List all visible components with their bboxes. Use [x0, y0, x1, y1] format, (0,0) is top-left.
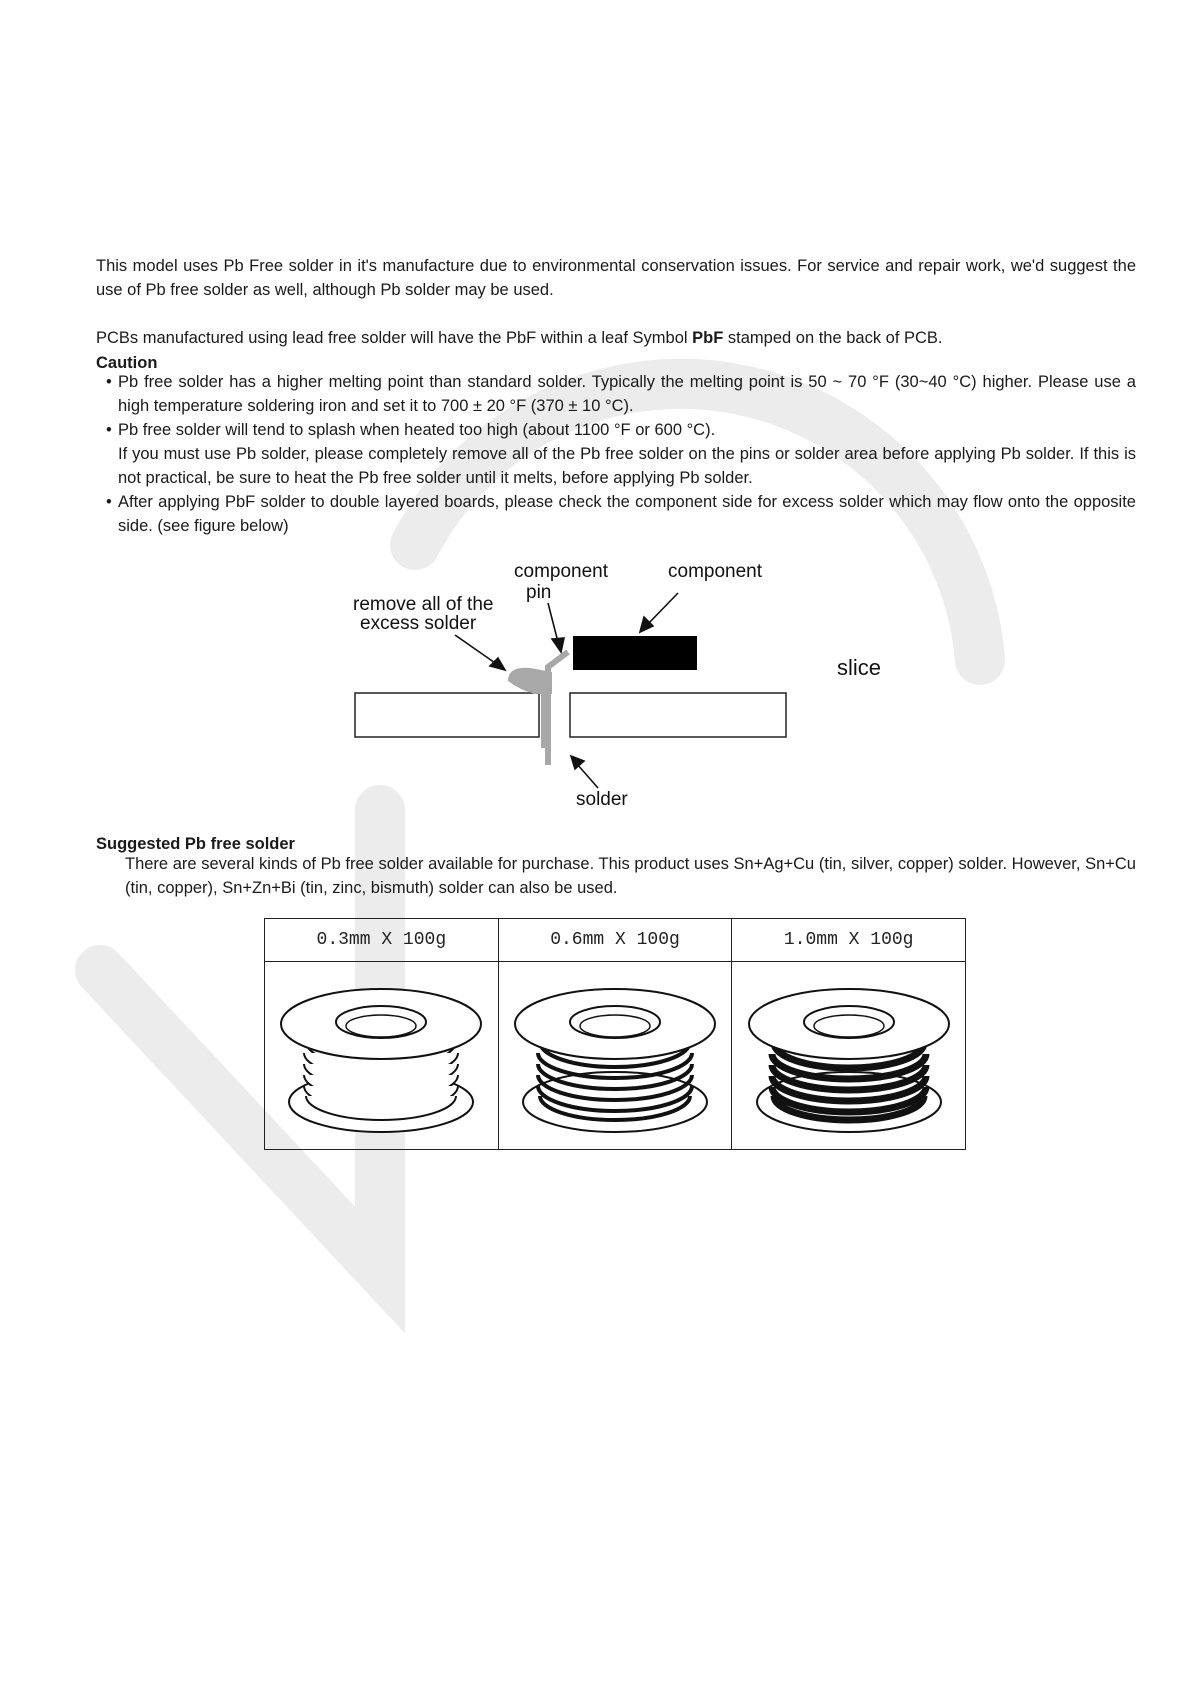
component-pin	[548, 652, 568, 765]
spool-medium-icon	[510, 971, 720, 1141]
spool-label: 0.3mm X 100g	[265, 919, 498, 962]
pcb-board-left	[355, 693, 539, 737]
pcb-note-before: PCBs manufactured using lead free solder will have the PbF within a leaf Symbol	[96, 329, 693, 347]
label-component-pin-line2: pin	[526, 582, 552, 603]
caution-item-continuation: If you must use Pb solder, please completely remove all of the Pb free solder on the pins or solder area before applying Pb solder. If this is not practical, be sure to heat the Pb free solder until it melts, before applying Pb solder.	[118, 445, 1136, 487]
label-slice: slice	[837, 655, 882, 680]
spool-cell	[732, 919, 965, 1149]
label-component: component	[668, 561, 763, 582]
spool-illustration	[732, 962, 965, 1149]
label-remove-line2: excess solder	[360, 613, 477, 634]
intro-paragraph: This model uses Pb Free solder in it's manufacture due to environmental conservation issues. For service and repair work, we'd suggest the use of Pb free solder as well, although Pb solder may be used.	[96, 257, 1136, 299]
spool-label: 1.0mm X 100g	[732, 919, 965, 962]
caution-item	[106, 370, 1136, 418]
caution-item	[106, 418, 1136, 490]
suggested-paragraph: There are several kinds of Pb free solder available for purchase. This product uses Sn+Ag+Cu (tin, silver, copper) solder. However, Sn+Cu (tin, copper), Sn+Zn+Bi (tin, zinc, bismuth) solder can also be used.	[125, 855, 1136, 897]
pcb-board-right	[570, 693, 786, 737]
label-solder: solder	[576, 789, 628, 810]
label-component-pin-line1: component	[514, 561, 609, 582]
spool-cell	[499, 919, 733, 1149]
cross-section-drawing	[330, 548, 850, 823]
pcb-note	[96, 326, 1136, 350]
caution-item-text: Pb free solder has a higher melting point than standard solder. Typically the melting point is 50 ~ 70 °F (30~40 °C) higher. Please use a high temperature soldering iron and set it to 700 ± 20 °F (370 ± 10 °C).	[118, 373, 1136, 415]
solder-spool-table	[264, 918, 966, 1150]
pbf-symbol: PbF	[692, 329, 724, 347]
caution-heading: Caution	[96, 354, 158, 372]
spool-label: 0.6mm X 100g	[499, 919, 732, 962]
caution-item	[106, 490, 1136, 538]
spool-illustration	[265, 962, 498, 1149]
component-body	[573, 636, 697, 670]
suggested-heading: Suggested Pb free solder	[96, 835, 295, 853]
caution-item-text: After applying PbF solder to double layered boards, please check the component side for excess solder which may flow onto the opposite side. (see figure below)	[118, 493, 1136, 535]
spool-illustration	[499, 962, 732, 1149]
solder-cross-section-figure	[330, 548, 882, 823]
pcb-note-after: stamped on the back of PCB.	[723, 329, 943, 347]
label-remove-line1: remove all of the	[353, 594, 494, 615]
spool-thick-icon	[744, 971, 954, 1141]
caution-item-text: Pb free solder will tend to splash when heated too high (about 1100 °F or 600 °C).	[118, 421, 716, 439]
caution-list	[106, 370, 1136, 538]
spool-cell	[265, 919, 499, 1149]
spool-thin-icon	[276, 971, 486, 1141]
